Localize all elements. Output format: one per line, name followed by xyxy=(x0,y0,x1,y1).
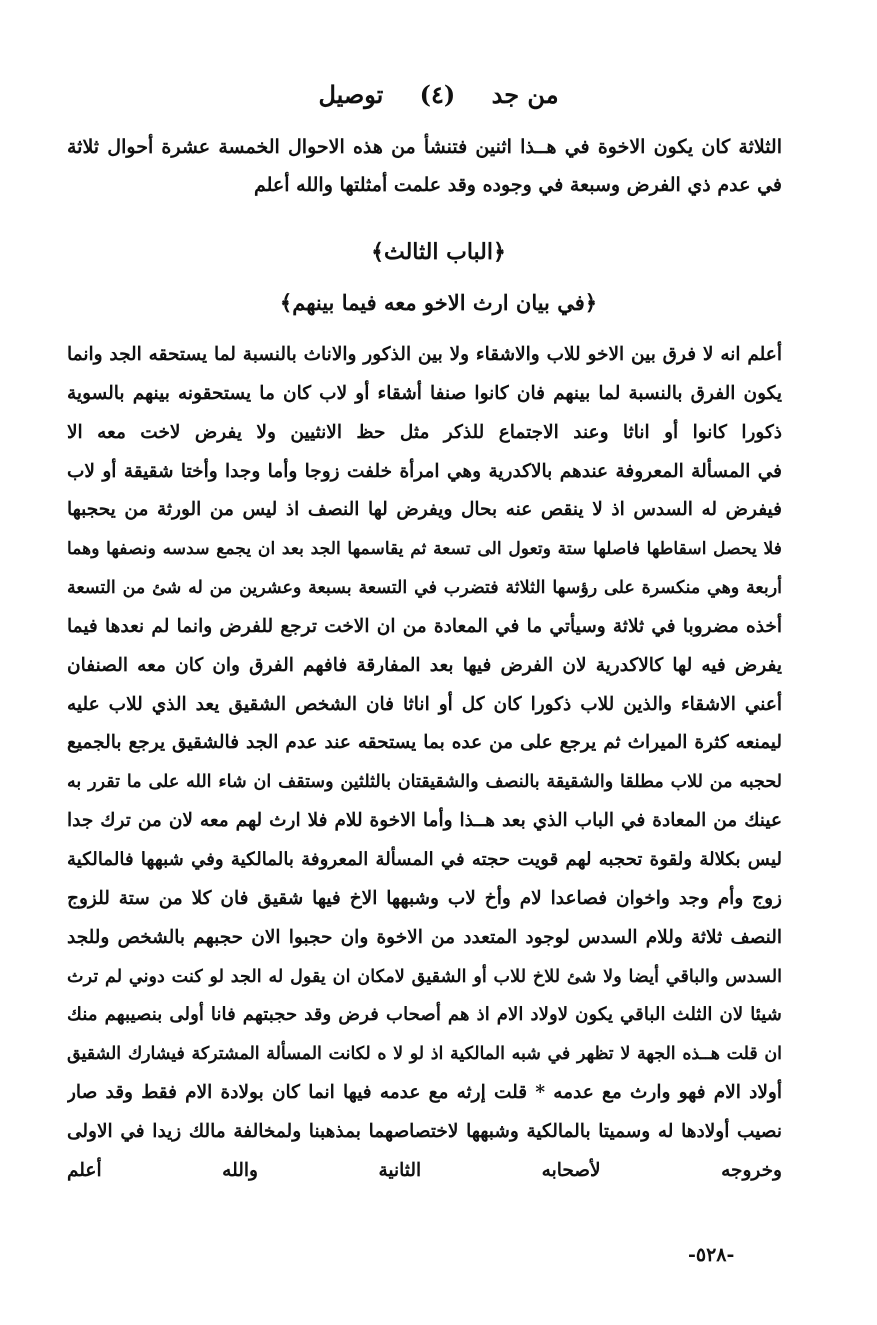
body-line: زوج وأم وجد واخوان فصاعدا لام وأخ لاب وشبهها الاخ فيها شقيق فان كلا من ستة للزوج xyxy=(67,887,782,909)
body-line: عينك من المعادة في الباب الذي بعد هــذا وأما الاخوة للام فلا ارث لهم معه لان من ترك جدا xyxy=(67,810,782,832)
body-line: ليس بكلالة ولقوة تحجبه لهم قويت حجته في المسألة المعروفة بالمالكية وفي شبهها فالمالكية xyxy=(67,848,782,870)
intro-line: في عدم ذي الفرض وسبعة في وجوده وقد علمت أمثلتها والله أعلم xyxy=(253,174,782,196)
body-line: فيفرض له السدس اذ لا ينقص عنه بحال ويفرض لها النصف اذ ليس من الورثة من يحجبها xyxy=(67,499,782,521)
intro-line: الثلاثة كان يكون الاخوة في هــذا اثنين فتنشأ من هذه الاحوال الخمسة عشرة أحوال ثلاثة xyxy=(67,136,782,158)
body-line: أربعة وهي منكسرة على رؤسها الثلاثة فتضرب في التسعة بسبعة وعشرين من له شئ من التسعة xyxy=(67,578,782,599)
body-paragraph xyxy=(67,336,782,1191)
body-line: يفرض فيه لها كالاكدرية لان الفرض فيها بعد المفارقة فافهم الفرق وان كان معه الصنفان xyxy=(67,654,782,676)
body-line: ليمنعه كثرة الميراث ثم يرجع على من عده بما يستحقه عند عدم الجد فالشقيق يرجع بالجميع xyxy=(67,732,782,754)
body-line: شيئا لان الثلث الباقي يكون لاولاد الام اذ هم أصحاب فرض وقد حجبتهم فانا أولى بنصيبهم منك xyxy=(67,1004,782,1026)
body-line: ذكورا كانوا أو اناثا وعند الاجتماع للذكر مثل حظ الانثيين ولا يفرض لاخت معه الا xyxy=(67,421,782,443)
body-line: أولاد الام فهو وارث مع عدمه * قلت إرثه مع عدمه فيها انما كان بولادة الام فقط وقد صار xyxy=(67,1082,782,1104)
body-line: ان قلت هــذه الجهة لا تظهر في شبه المالكية اذ لو لا ه لكانت المسألة المشتركة فيشارك الشقيق xyxy=(67,1044,782,1065)
body-line: في المسألة المعروفة عندهم بالاكدرية وهي امرأة خلفت زوجا وأما وجدا وأختا شقيقة أو لاب xyxy=(67,460,782,482)
body-line: نصيب أولادها له وسميتا بالمالكية وشبهها لاختصاصهما بمذهبنا ولمخالفة مالك زيدا في الاولى xyxy=(67,1120,782,1142)
body-line: فلا يحصل اسقاطها فاصلها ستة وتعول الى تسعة ثم يقاسمها الجد بعد ان يجمع سدسه ونصفها وهما xyxy=(67,539,782,560)
body-line: أخذه مضروبا في ثلاثة وسيأتي ما في المعادة من ان الاخت ترجع للفرض وانما لم نعدها فيما xyxy=(67,615,782,637)
chapter-title: ﴿الباب الثالث﴾ xyxy=(371,239,506,265)
header-left-text: توصيل xyxy=(318,80,384,109)
intro-paragraph xyxy=(67,128,782,204)
body-line: النصف ثلاثة وللام السدس لوجود المتعدد من الاخوة وان حجبوا الان حجبهم بالشخص وللجد xyxy=(67,926,782,948)
header-right-text: من جد xyxy=(491,80,559,109)
body-line: السدس والباقي أيضا ولا شئ للاخ للاب أو الشقيق لامكان ان يقول له الجد لو كنت دوني لم ترث xyxy=(67,965,782,987)
running-header xyxy=(0,78,877,112)
body-line: أعلم انه لا فرق بين الاخو للاب والاشقاء ولا بين الذكور والاناث بالنسبة لما يستحقه الجد وانما xyxy=(67,344,782,365)
body-line: وخروجه لأصحابه الثانية والله أعلم xyxy=(67,1159,782,1181)
page-number: -٥٢٨- xyxy=(688,1244,735,1266)
body-line: يكون الفرق بالنسبة لما بينهم فان كانوا صنفا أشقاء أو لاب كان ما يستحقونه بينهم بالسوية xyxy=(67,382,782,404)
chapter-subtitle: ﴿في بيان ارث الاخو معه فيما بينهم﴾ xyxy=(279,290,598,315)
body-line: أعني الاشقاء والذين للاب ذكورا كان كل أو اناثا فان الشخص الشقيق يعد الذي للاب عليه xyxy=(67,693,782,715)
body-line: لحجبه من للاب مطلقا والشقيقة بالنصف والشقيقتان بالثلثين وستقف ان شاء الله على ما تقرر به xyxy=(67,772,782,793)
header-page-marker: (٤) xyxy=(419,80,456,109)
